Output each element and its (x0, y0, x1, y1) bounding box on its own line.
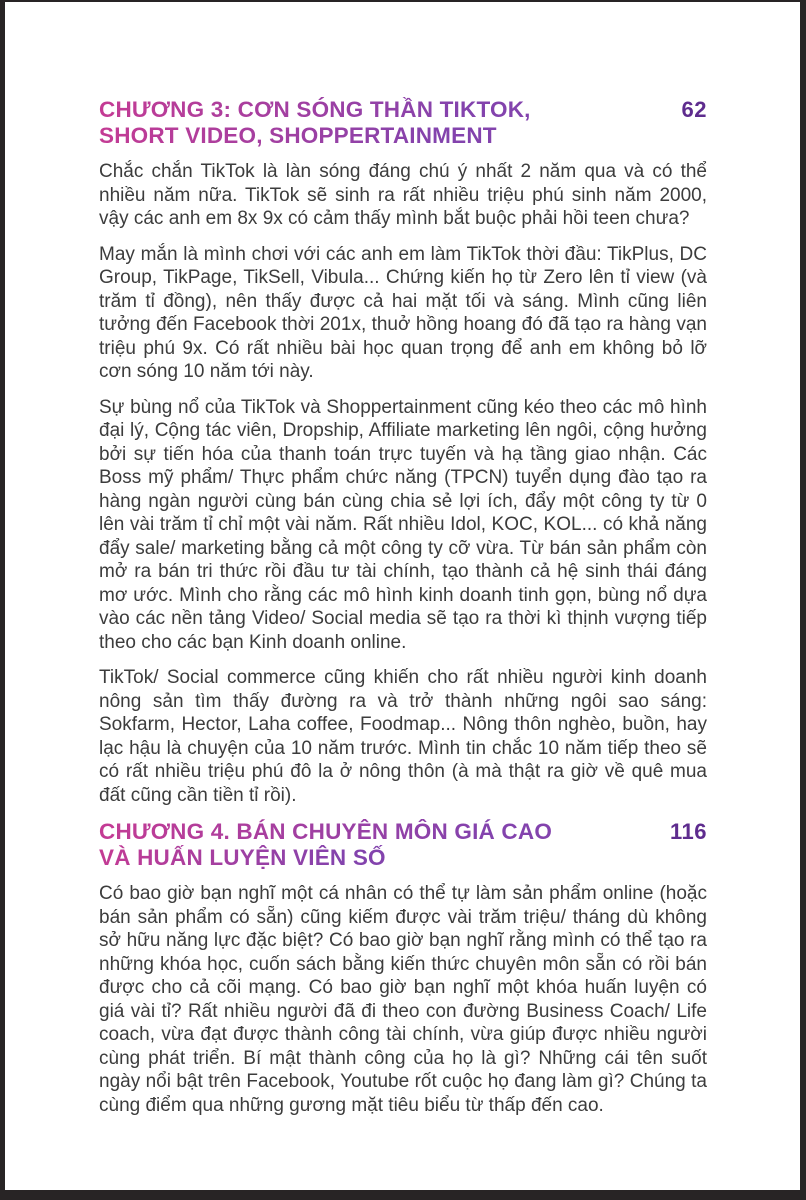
chapter-3-paragraph-1: Chắc chắn TikTok là làn sóng đáng chú ý nhất 2 năm qua và có thể nhiều năm nữa. TikTok sẽ sinh ra rất nhiều triệu phú sinh năm 2000, vậy các anh em 8x 9x có cảm thấy mình bắt buộc phải hồi teen chưa? (99, 161, 707, 229)
chapter-3-page-number: 62 (681, 97, 707, 122)
chapter-4-section (99, 819, 707, 1117)
page-frame-right (800, 0, 806, 1200)
chapter-3-section (99, 97, 707, 807)
chapter-4-title-line-1: CHƯƠNG 4. BÁN CHUYÊN MÔN GIÁ CAO (99, 819, 553, 844)
chapter-3-heading-row (99, 97, 707, 149)
chapter-3-title-line-2: SHORT VIDEO, SHOPPERTAINMENT (99, 123, 497, 148)
toc-content-area (99, 0, 707, 1129)
chapter-4-heading-row (99, 819, 707, 871)
chapter-3-paragraph-3: Sự bùng nổ của TikTok và Shoppertainment cũng kéo theo các mô hình đại lý, Cộng tác viên, Dropship, Affiliate marketing lên ngôi, cộng hưởng bởi sự tiến hóa của thanh toán trực tuyến và hạ tầng giao nhận. Các Boss mỹ phẩm/ Thực phẩm chức năng (TPCN) tuyển dụng đào tạo ra hàng ngàn người cùng bán cùng chia sẻ lợi ích, đẩy một công ty từ 0 lên vài trăm tỉ chỉ một vài năm. Rất nhiều Idol, KOC, KOL... có khả năng đẩy sale/ marketing bằng cả một công ty cỡ vừa. Từ bán sản phẩm còn mở ra bán tri thức rồi đầu tư tài chính, tạo thành cả hệ sinh thái đáng mơ ước. Mình cho rằng các mô hình kinh doanh tinh gọn, bùng nổ dựa vào các nền tảng Video/ Social media sẽ tạo ra thời kì thịnh vượng tiếp theo cho các bạn Kinh doanh online. (99, 396, 707, 653)
chapter-4-paragraph-1: Có bao giờ bạn nghĩ một cá nhân có thể tự làm sản phẩm online (hoặc bán sản phẩm có sẵn) cũng kiếm được vài trăm triệu/ tháng dù không sở hữu năng lực đặc biệt? Có bao giờ bạn nghĩ rằng mình có thể tạo ra những khóa học, cuốn sách bằng kiến thức chuyên môn sẵn có rồi bán được cho cả cõi mạng. Có bao giờ bạn nghĩ một khóa huấn luyện có giá vài tỉ? Rất nhiều người đã đi theo con đường Business Coach/ Life coach, vừa đạt được thành công tài chính, vừa giúp được nhiều người cùng phát triển. Bí mật thành công của họ là gì? Những cái tên suốt ngày nổi bật trên Facebook, Youtube rốt cuộc họ đang làm gì? Chúng ta cùng điểm qua những gương mặt tiêu biểu từ thấp đến cao. (99, 883, 707, 1116)
chapter-3-paragraph-2: May mắn là mình chơi với các anh em làm TikTok thời đầu: TikPlus, DC Group, TikPage, TikSell, Vibula... Chứng kiến họ từ Zero lên tỉ view (và trăm tỉ đồng), nên thấy được cả hai mặt tối và sáng. Mình cũng liên tưởng đến Facebook thời 201x, thuở hồng hoang đó đã tạo ra hàng vạn triệu phú 9x. Có rất nhiều bài học quan trọng để anh em không bỏ lỡ cơn sóng 10 năm tới này. (99, 243, 707, 382)
page-frame-left (0, 0, 5, 1200)
chapter-4-page-number: 116 (670, 819, 707, 844)
chapter-4-title (99, 819, 552, 871)
chapter-4-title-line-2: VÀ HUẤN LUYỆN VIÊN SỐ (99, 845, 386, 870)
chapter-3-paragraph-4: TikTok/ Social commerce cũng khiến cho rất nhiều người kinh doanh nông sản tìm thấy đường ra và trở thành những ngôi sao sáng: Sokfarm, Hector, Laha coffee, Foodmap... Nông thôn nghèo, buồn, hay lạc hậu là chuyện của 10 năm trước. Mình tin chắc 10 năm tiếp theo sẽ có rất nhiều triệu phú đô la ở nông thôn (à mà thật ra giờ về quê mua đất cũng cần tiền tỉ rồi). (99, 667, 707, 806)
chapter-3-title (99, 97, 531, 149)
chapter-3-title-line-1: CHƯƠNG 3: CƠN SÓNG THẦN TIKTOK, (99, 97, 531, 122)
page-frame-bottom (0, 1190, 806, 1200)
